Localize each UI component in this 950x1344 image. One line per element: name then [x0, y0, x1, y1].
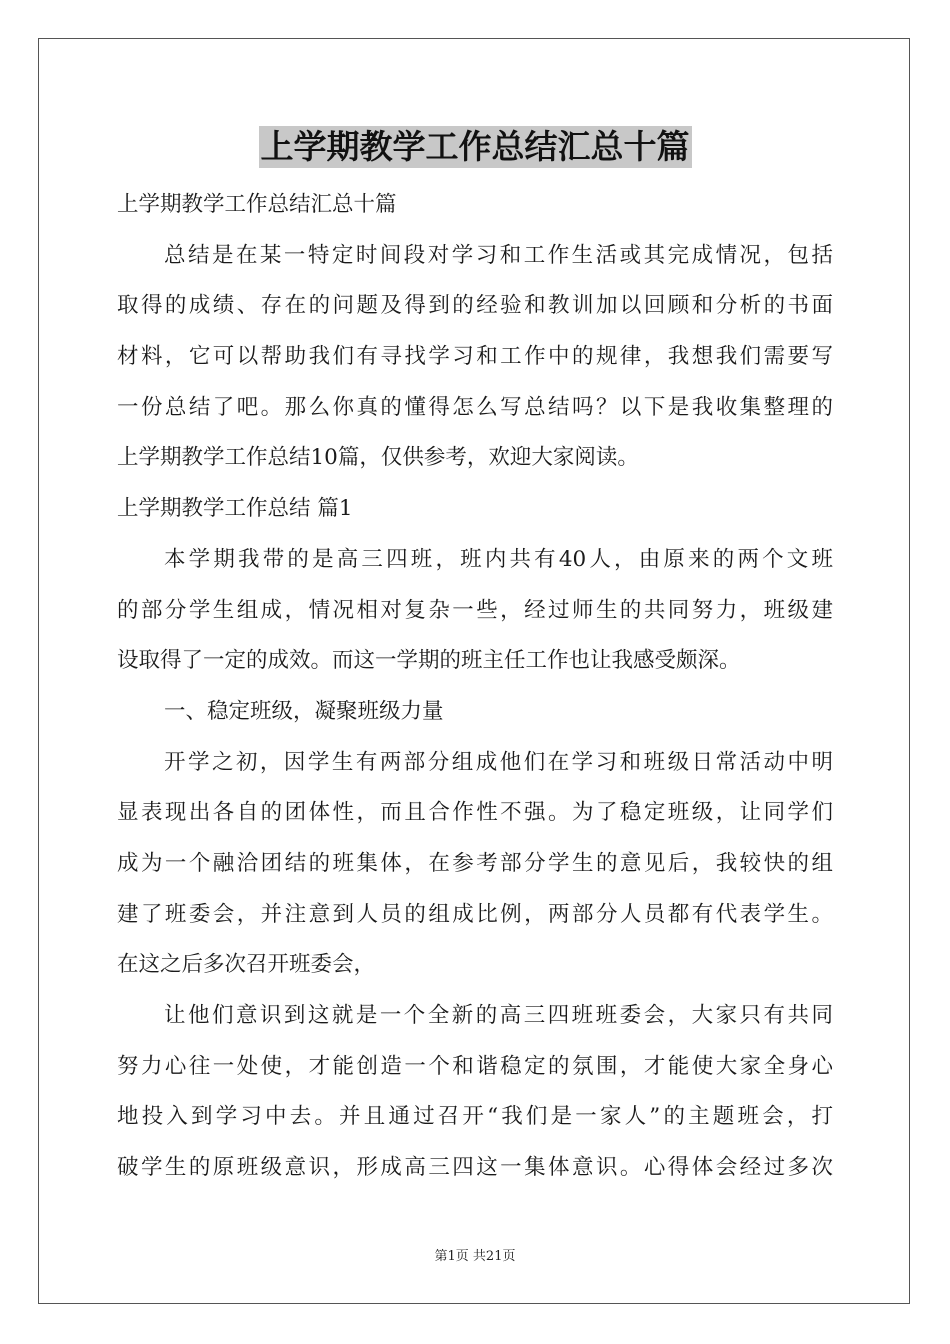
text-line: 努力心往一处使，才能创造一个和谐稳定的氛围，才能使大家全身心: [117, 1053, 833, 1079]
text-line: 破学生的原班级意识，形成高三四这一集体意识。心得体会经过多次: [117, 1155, 833, 1181]
text-line: 取得的成绩、存在的问题及得到的经验和教训加以回顾和分析的书面: [117, 293, 833, 319]
subsection-heading: 一、稳定班级，凝聚班级力量: [164, 698, 444, 724]
title-container: [0, 126, 950, 168]
page-footer: [0, 1245, 950, 1264]
text-line: 在这之后多次召开班委会，: [117, 952, 376, 978]
text-line: 设取得了一定的成效。而这一学期的班主任工作也让我感受颇深。: [117, 648, 741, 674]
text-line: 建了班委会，并注意到人员的组成比例，两部分人员都有代表学生。: [117, 901, 833, 927]
text-line: 材料，它可以帮助我们有寻找学习和工作中的规律，我想我们需要写: [117, 344, 833, 370]
text-line: 显表现出各自的团体性，而且合作性不强。为了稳定班级，让同学们: [117, 800, 833, 826]
text-line: 总结是在某一特定时间段对学习和工作生活或其完成情况，包括: [164, 242, 833, 268]
text-line: 的部分学生组成，情况相对复杂一些，经过师生的共同努力，班级建: [117, 597, 833, 623]
page-number: 第1页 共21页: [434, 1249, 516, 1264]
text-line: 让他们意识到这就是一个全新的高三四班班委会，大家只有共同: [164, 1003, 833, 1028]
text-line: 一份总结了吧。那么你真的懂得怎么写总结吗？以下是我收集整理的: [117, 394, 833, 420]
section-heading: 上学期教学工作总结 篇1: [117, 496, 353, 522]
document-title: 上学期教学工作总结汇总十篇: [260, 127, 690, 166]
text-line: 本学期我带的是高三四班，班内共有40人，由原来的两个文班: [164, 546, 833, 572]
text-line: 上学期教学工作总结10篇，仅供参考，欢迎大家阅读。: [117, 445, 639, 471]
text-line: 上学期教学工作总结汇总十篇: [117, 192, 397, 217]
text-line: 地投入到学习中去。并且通过召开“我们是一家人”的主题班会，打: [117, 1104, 833, 1130]
document-body: [117, 180, 833, 1194]
text-line: 开学之初，因学生有两部分组成他们在学习和班级日常活动中明: [164, 749, 833, 775]
text-line: 成为一个融洽团结的班集体，在参考部分学生的意见后，我较快的组: [117, 850, 833, 876]
